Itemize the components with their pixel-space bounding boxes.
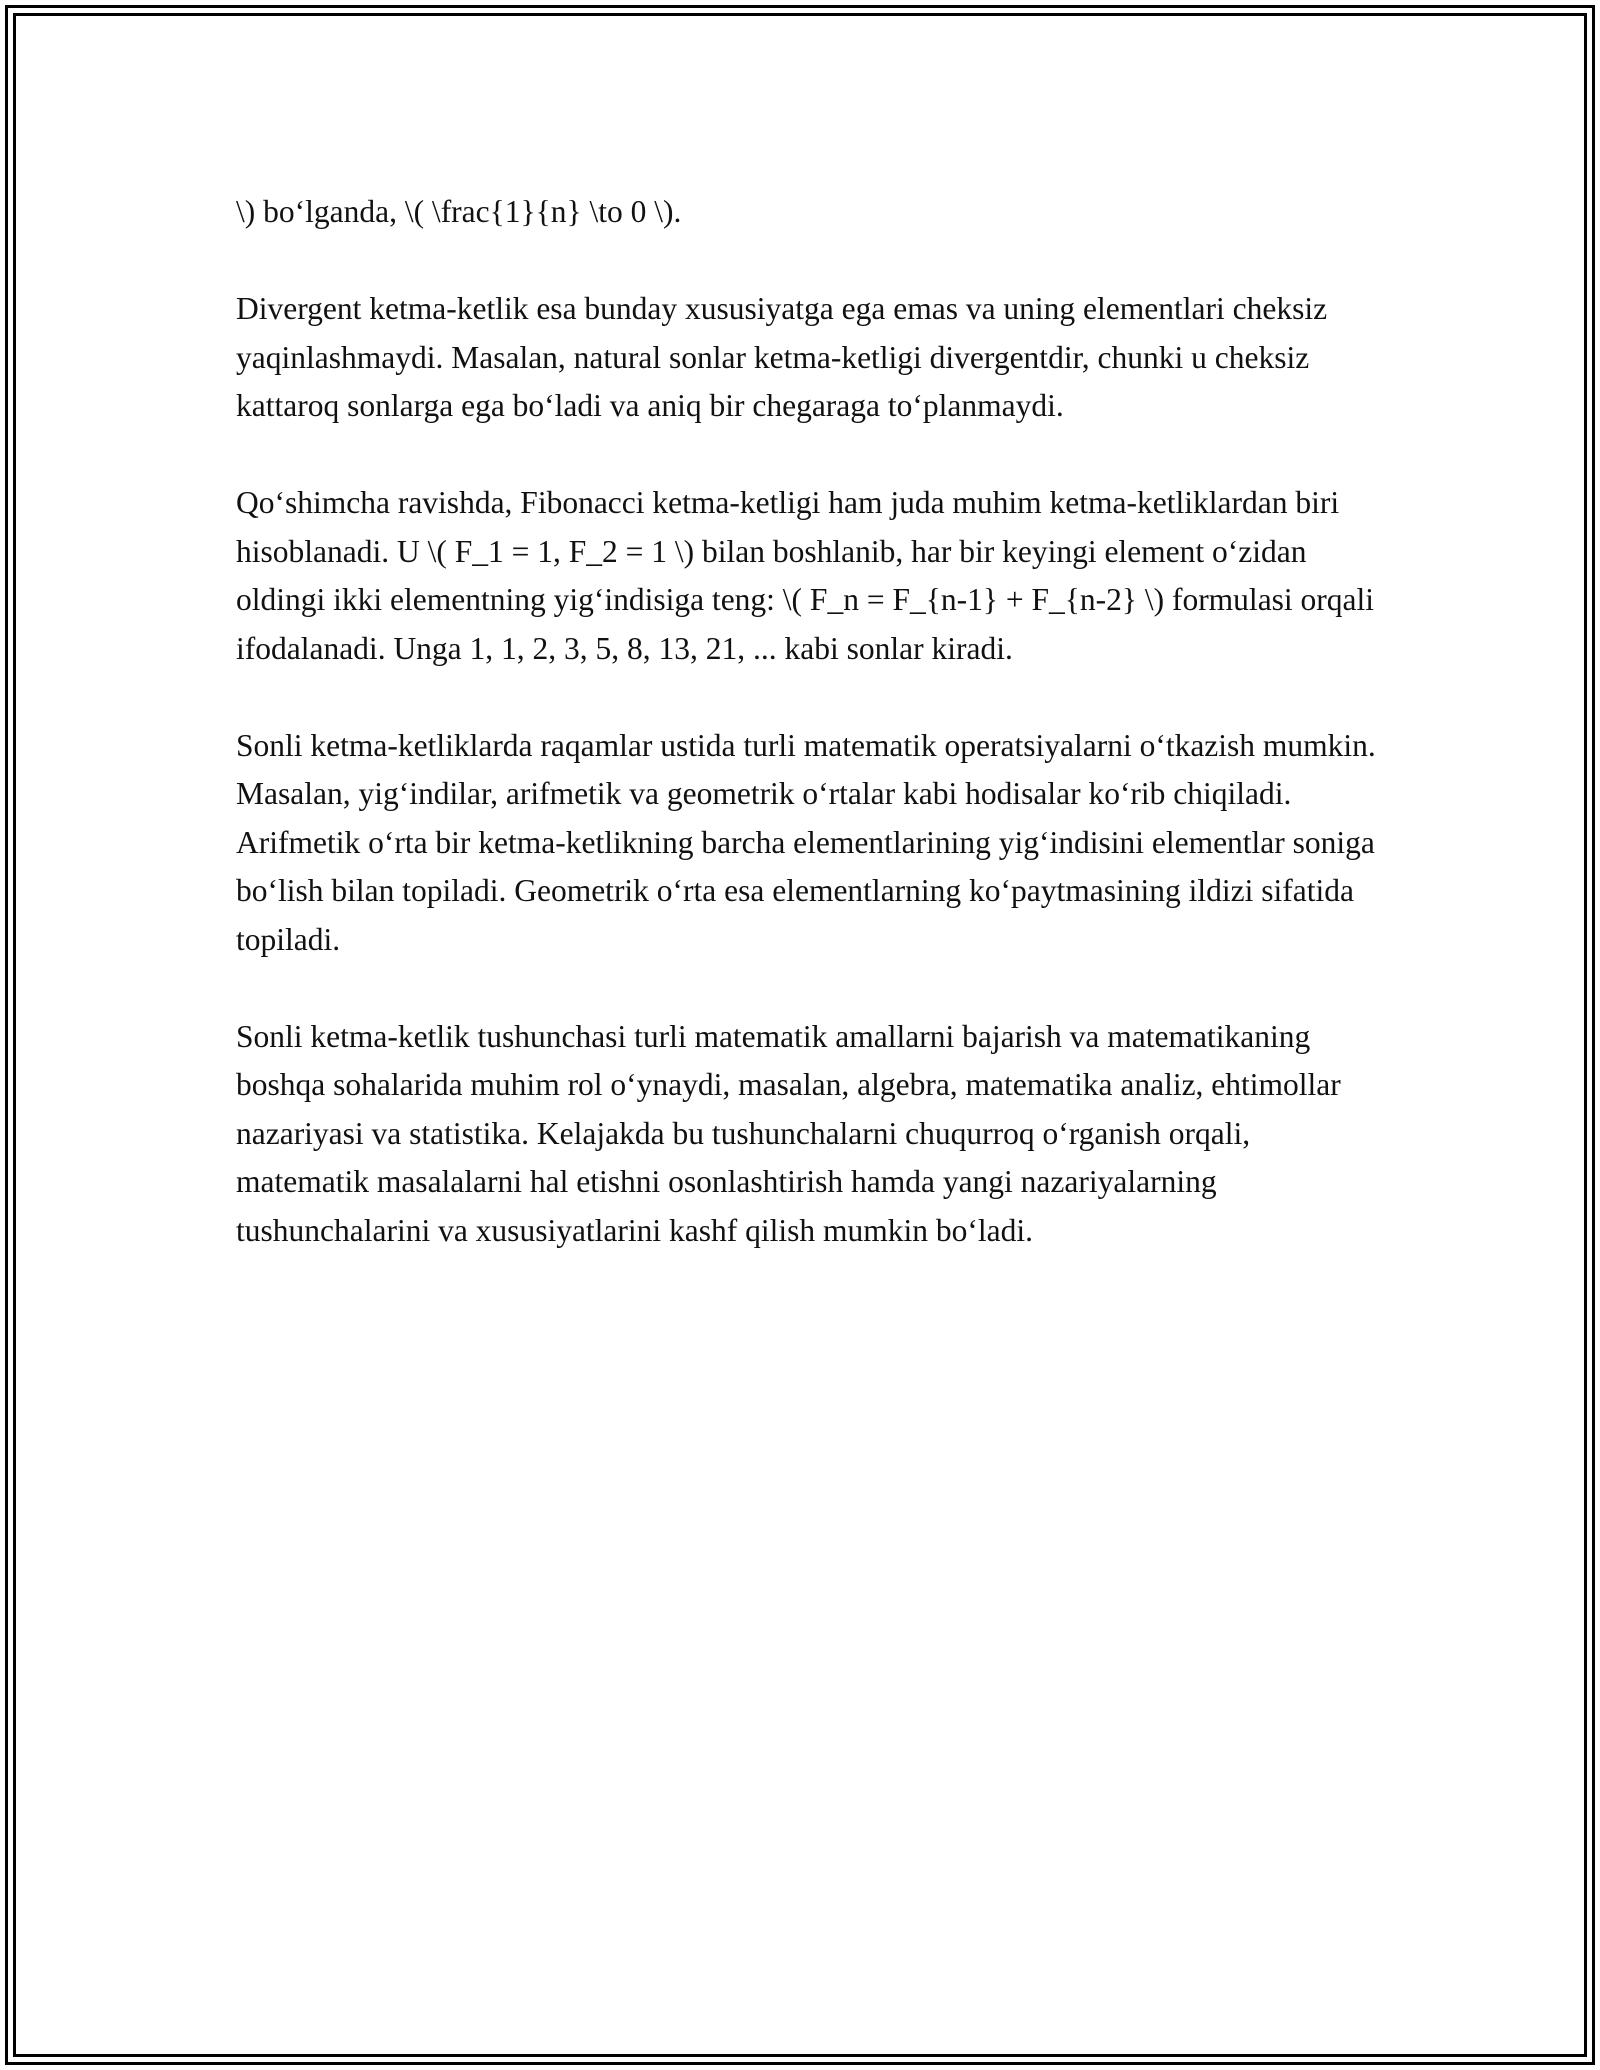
paragraph-fibonacci: Qo‘shimcha ravishda, Fibonacci ketma-ketligi ham juda muhim ketma-ketliklardan biri hisoblanadi. U \( F_1 = 1, F_2 = 1 \) bilan boshlanib, har bir keyingi element o‘zidan oldingi ikki elementning yig‘indisiga teng: \( F_n = F_{n-1} + F_{n-2} \) formulasi orqali ifodalanadi. Unga 1, 1, 2, 3, 5, 8, 13, 21, ... kabi sonlar kiradi. <box>236 485 1375 666</box>
paragraph-conclusion: Sonli ketma-ketlik tushunchasi turli matematik amallarni bajarish va matematikaning boshqa sohalarida muhim rol o‘ynaydi, masalan, algebra, matematika analiz, ehtimollar nazariyasi va statistika. Kelajakda bu tushunchalarni chuqurroq o‘rganish orqali, matematik masalalarni hal etishni osonlashtirish hamda yangi nazariyalarning tushunchalarini va xususiyatlarini kashf qilish mumkin bo‘ladi. <box>236 1018 1341 1248</box>
paragraph-divergent-sequence: Divergent ketma-ketlik esa bunday xususiyatga ega emas va uning elementlari cheksiz yaqinlashmaydi. Masalan, natural sonlar ketma-ketligi divergentdir, chunki u cheksiz kattaroq sonlarga ega bo‘ladi va aniq bir chegaraga to‘planmaydi. <box>236 291 1328 423</box>
paragraph-operations: Sonli ketma-ketliklarda raqamlar ustida turli matematik operatsiyalarni o‘tkazish mumkin. Masalan, yig‘indilar, arifmetik va geometrik o‘rtalar kabi hodisalar ko‘rib chiqiladi. Arifmetik o‘rta bir ketma-ketlikning barcha elementlarining yig‘indisini elementlar soniga bo‘lish bilan topiladi. Geometrik o‘rta esa elementlarning ko‘paytmasining ildizi sifatida topiladi. <box>236 727 1376 957</box>
document-body <box>236 188 1376 1304</box>
paragraph-limit-example: \) bo‘lganda, \( \frac{1}{n} \to 0 \). <box>236 194 682 229</box>
